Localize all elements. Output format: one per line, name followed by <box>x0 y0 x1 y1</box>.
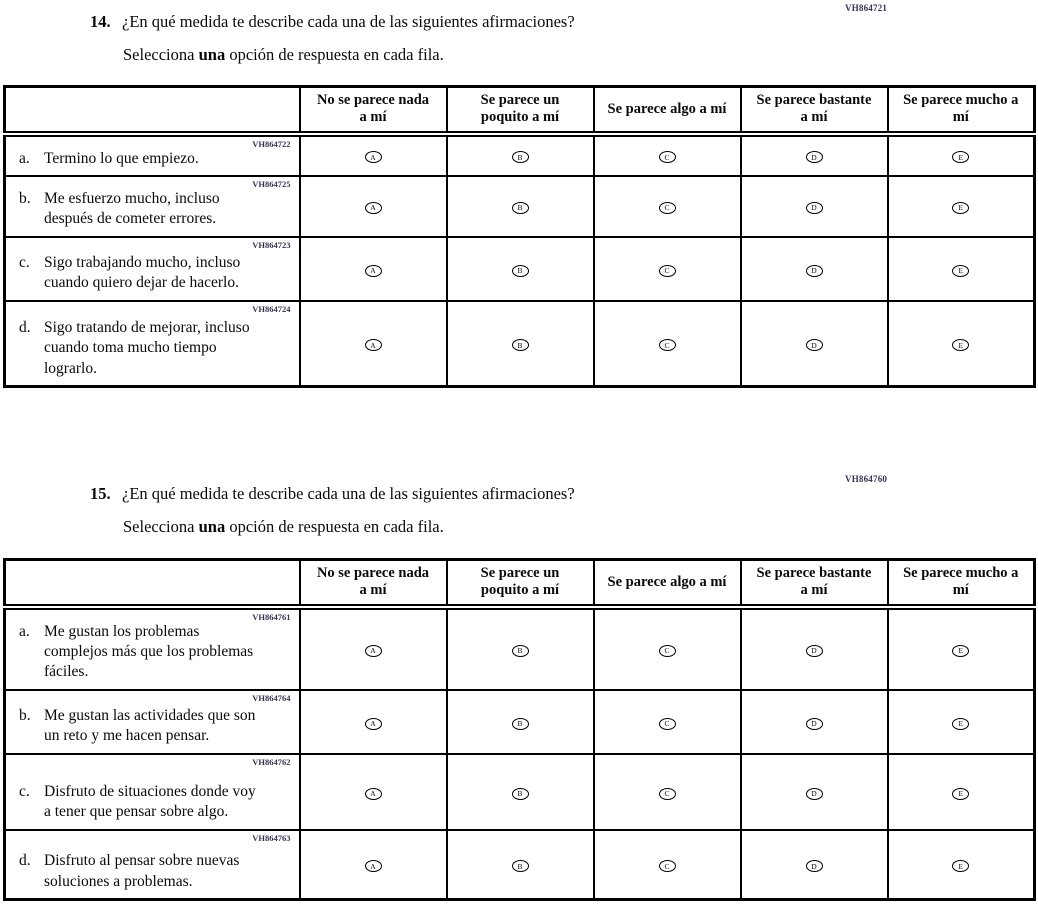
option-cell <box>888 607 1035 690</box>
option-bubble-c[interactable]: C <box>659 718 676 730</box>
option-cell <box>300 134 447 176</box>
option-cell <box>447 237 594 301</box>
option-cell <box>594 830 741 900</box>
option-cell <box>300 176 447 237</box>
option-cell <box>594 237 741 301</box>
option-cell <box>300 301 447 387</box>
matrix-row-d <box>5 830 1035 900</box>
statement-letter: a. <box>19 622 30 640</box>
option-cell <box>447 301 594 387</box>
option-bubble-a[interactable]: A <box>365 265 382 277</box>
option-cell <box>300 690 447 754</box>
row-item-id: VH864724 <box>252 303 291 314</box>
question-prompt: ¿En qué medida te describe cada una de las siguientes afirmaciones? <box>122 12 575 31</box>
question-14-block <box>90 12 890 65</box>
option-bubble-a[interactable]: A <box>365 202 382 214</box>
option-cell <box>741 237 888 301</box>
option-bubble-b[interactable]: B <box>512 788 529 800</box>
instruction-post: opción de respuesta en cada fila. <box>225 45 444 64</box>
response-matrix-q15 <box>3 558 1036 901</box>
option-bubble-e[interactable]: E <box>952 860 969 872</box>
option-cell <box>888 237 1035 301</box>
option-bubble-d[interactable]: D <box>806 151 823 163</box>
matrix-row-a <box>5 607 1035 690</box>
option-cell <box>741 176 888 237</box>
row-item-id: VH864723 <box>252 239 291 250</box>
question-number: 15. <box>90 484 111 503</box>
matrix-row-c <box>5 237 1035 301</box>
option-cell <box>888 754 1035 830</box>
question-instruction <box>123 517 890 537</box>
option-cell <box>741 690 888 754</box>
option-bubble-e[interactable]: E <box>952 202 969 214</box>
option-bubble-b[interactable]: B <box>512 202 529 214</box>
matrix-corner-cell <box>5 87 300 134</box>
option-cell <box>888 830 1035 900</box>
option-cell <box>447 607 594 690</box>
option-cell <box>888 134 1035 176</box>
statement-cell <box>5 301 300 387</box>
statement-cell <box>5 607 300 690</box>
option-bubble-b[interactable]: B <box>512 151 529 163</box>
option-bubble-d[interactable]: D <box>806 202 823 214</box>
option-cell <box>594 690 741 754</box>
statement-letter: a. <box>19 149 30 167</box>
option-bubble-a[interactable]: A <box>365 788 382 800</box>
question-prompt: ¿En qué medida te describe cada una de las siguientes afirmaciones? <box>122 484 575 503</box>
scale-header-4: Se parece bastante a mí <box>741 87 888 134</box>
question-15-item-id: VH864760 <box>845 474 888 484</box>
statement-text: b. Me esfuerzo mucho, incluso después de cometer errores. <box>19 189 220 228</box>
option-cell <box>594 176 741 237</box>
option-cell <box>300 754 447 830</box>
option-cell <box>300 830 447 900</box>
option-bubble-d[interactable]: D <box>806 645 823 657</box>
row-item-id: VH864725 <box>252 178 291 189</box>
option-bubble-b[interactable]: B <box>512 265 529 277</box>
matrix-row-c <box>5 754 1035 830</box>
scale-header-4: Se parece bastante a mí <box>741 560 888 607</box>
option-cell <box>741 754 888 830</box>
option-bubble-a[interactable]: A <box>365 645 382 657</box>
option-bubble-c[interactable]: C <box>659 202 676 214</box>
question-number: 14. <box>90 12 111 31</box>
statement-cell <box>5 830 300 900</box>
option-cell <box>594 301 741 387</box>
option-cell <box>888 176 1035 237</box>
scale-header-3: Se parece algo a mí <box>594 560 741 607</box>
option-cell <box>447 176 594 237</box>
option-cell <box>741 607 888 690</box>
option-cell <box>594 134 741 176</box>
option-cell <box>888 301 1035 387</box>
question-15-prompt-line <box>90 484 890 504</box>
option-cell <box>741 134 888 176</box>
matrix-row-b <box>5 690 1035 754</box>
question-14-item-id: VH864721 <box>845 3 888 13</box>
option-bubble-e[interactable]: E <box>952 265 969 277</box>
option-bubble-e[interactable]: E <box>952 339 969 351</box>
question-14-prompt-line <box>90 12 890 32</box>
row-item-id: VH864722 <box>252 138 291 149</box>
statement-text: a. Termino lo que empiezo. <box>19 149 264 169</box>
matrix-header-row <box>5 87 1035 134</box>
option-bubble-d[interactable]: D <box>806 265 823 277</box>
option-cell <box>447 134 594 176</box>
option-cell <box>741 830 888 900</box>
option-bubble-c[interactable]: C <box>659 151 676 163</box>
instruction-emphasis: una <box>198 45 226 64</box>
statement-letter: b. <box>19 189 31 207</box>
option-bubble-b[interactable]: B <box>512 860 529 872</box>
instruction-post: opción de respuesta en cada fila. <box>225 517 444 536</box>
option-cell <box>741 301 888 387</box>
option-bubble-d[interactable]: D <box>806 718 823 730</box>
matrix-header-row <box>5 560 1035 607</box>
option-cell <box>594 607 741 690</box>
option-bubble-a[interactable]: A <box>365 860 382 872</box>
row-item-id: VH864763 <box>252 832 291 843</box>
question-15-block <box>90 484 890 537</box>
statement-letter: d. <box>19 852 31 870</box>
matrix-row-d <box>5 301 1035 387</box>
statement-text: a. Me gustan los problemas complejos más que los problemas fáciles. <box>19 622 254 681</box>
statement-text: d. Sigo tratando de mejorar, incluso cuando toma mucho tiempo lograrlo. <box>19 319 250 377</box>
option-cell <box>447 754 594 830</box>
option-bubble-d[interactable]: D <box>806 788 823 800</box>
option-bubble-e[interactable]: E <box>952 151 969 163</box>
scale-header-5: Se parece mucho a mí <box>888 87 1035 134</box>
option-bubble-e[interactable]: E <box>952 788 969 800</box>
row-item-id: VH864761 <box>252 611 291 622</box>
statement-text: b. Me gustan las actividades que son un reto y me hacen pensar. <box>19 706 256 745</box>
statement-text: c. Sigo trabajando mucho, incluso cuando quiero dejar de hacerlo. <box>19 253 241 292</box>
option-bubble-e[interactable]: E <box>952 718 969 730</box>
statement-text: c. Disfruto de situaciones donde voy a tener que pensar sobre algo. <box>19 782 256 821</box>
statement-letter: c. <box>19 782 30 800</box>
question-instruction <box>123 45 890 65</box>
option-bubble-b[interactable]: B <box>512 645 529 657</box>
option-cell <box>594 754 741 830</box>
option-cell <box>300 607 447 690</box>
scale-header-2: Se parece un poquito a mí <box>447 560 594 607</box>
option-bubble-c[interactable]: C <box>659 645 676 657</box>
option-bubble-b[interactable]: B <box>512 718 529 730</box>
option-bubble-c[interactable]: C <box>659 265 676 277</box>
option-bubble-a[interactable]: A <box>365 151 382 163</box>
option-bubble-e[interactable]: E <box>952 645 969 657</box>
statement-cell <box>5 754 300 830</box>
row-item-id: VH864764 <box>252 692 291 703</box>
scale-header-2: Se parece un poquito a mí <box>447 87 594 134</box>
scale-header-3: Se parece algo a mí <box>594 87 741 134</box>
statement-cell <box>5 134 300 176</box>
option-cell <box>300 237 447 301</box>
response-matrix-q14 <box>3 85 1036 388</box>
statement-letter: b. <box>19 706 31 724</box>
statement-cell <box>5 690 300 754</box>
option-bubble-a[interactable]: A <box>365 718 382 730</box>
statement-text: d. Disfruto al pensar sobre nuevas soluciones a problemas. <box>19 852 240 890</box>
option-cell <box>447 690 594 754</box>
option-bubble-b[interactable]: B <box>512 339 529 351</box>
statement-letter: c. <box>19 253 30 271</box>
row-item-id: VH864762 <box>252 756 291 767</box>
matrix-row-a <box>5 134 1035 176</box>
matrix-corner-cell <box>5 560 300 607</box>
statement-letter: d. <box>19 319 31 336</box>
instruction-pre: Selecciona <box>123 45 199 64</box>
option-cell <box>888 690 1035 754</box>
instruction-emphasis: una <box>198 517 226 536</box>
option-bubble-c[interactable]: C <box>659 339 676 351</box>
scale-header-5: Se parece mucho a mí <box>888 560 1035 607</box>
statement-cell <box>5 237 300 301</box>
option-bubble-c[interactable]: C <box>659 788 676 800</box>
option-bubble-a[interactable]: A <box>365 339 382 351</box>
matrix-row-b <box>5 176 1035 237</box>
scale-header-1: No se parece nada a mí <box>300 560 447 607</box>
option-bubble-d[interactable]: D <box>806 339 823 351</box>
statement-cell <box>5 176 300 237</box>
instruction-pre: Selecciona <box>123 517 199 536</box>
option-bubble-d[interactable]: D <box>806 860 823 872</box>
option-bubble-c[interactable]: C <box>659 860 676 872</box>
scale-header-1: No se parece nada a mí <box>300 87 447 134</box>
option-cell <box>447 830 594 900</box>
